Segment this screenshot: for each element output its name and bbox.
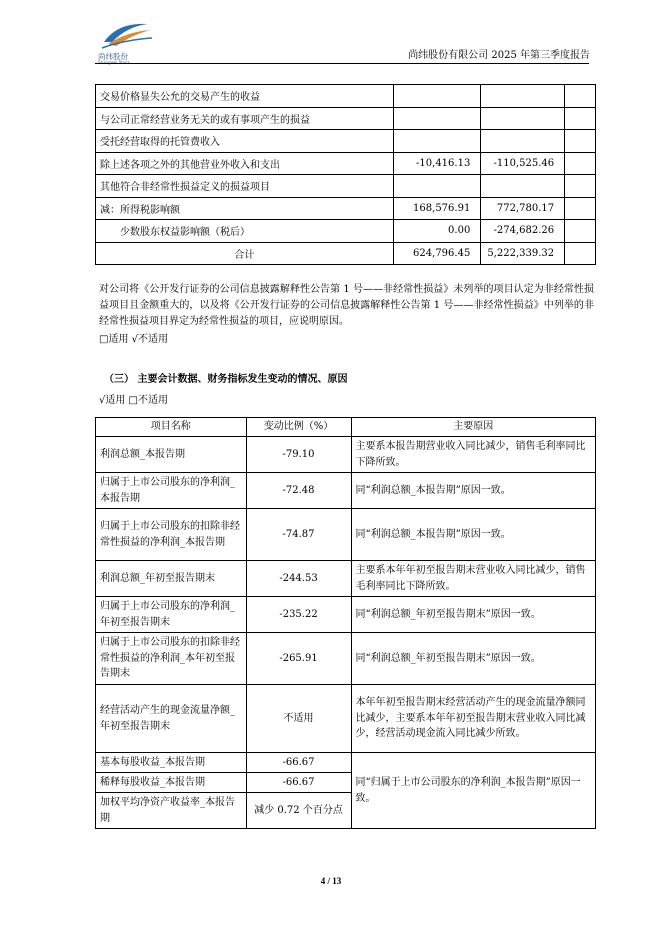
table-row xyxy=(96,561,596,597)
applicability-option-2: √适用 □不适用 xyxy=(99,395,168,406)
table-row xyxy=(96,633,596,685)
current-period-cell xyxy=(393,175,481,198)
item-cell: 受托经营取得的托管费收入 xyxy=(96,130,394,153)
current-period-cell xyxy=(393,85,481,108)
reason-cell: 同“利润总额_本报告期”原因一致。 xyxy=(351,509,595,561)
table-row xyxy=(96,473,596,509)
item-cell: 其他符合非经常性损益定义的损益项目 xyxy=(96,175,394,198)
header-main-reason: 主要原因 xyxy=(351,418,595,437)
table-row xyxy=(96,152,596,175)
item-name-cell: 利润总额_本报告期 xyxy=(96,437,247,473)
current-period-cell: 168,576.91 xyxy=(393,197,481,220)
reason-cell: 同“利润总额_本报告期”原因一致。 xyxy=(351,473,595,509)
table-row xyxy=(96,437,596,473)
ytd-cell: 5,222,339.32 xyxy=(481,242,565,265)
reason-cell: 本年年初至报告期末经营活动产生的现金流量净额同比减少，主要系本年年初至报告期末营业收入同比减少，经营活动现金流入同比减少所致。 xyxy=(351,685,595,753)
header-item-name: 项目名称 xyxy=(96,418,247,437)
current-period-cell: 624,796.45 xyxy=(393,242,481,265)
change-ratio-cell: -265.91 xyxy=(246,633,351,685)
page-number: 4 / 13 xyxy=(320,876,342,886)
note-cell xyxy=(565,152,596,175)
table-row xyxy=(96,85,596,108)
applicability-option-1: □适用 √不适用 xyxy=(99,334,168,345)
table-row xyxy=(96,220,596,243)
table-row xyxy=(96,242,596,265)
note-cell xyxy=(565,175,596,198)
change-ratio-cell: 不适用 xyxy=(246,685,351,753)
change-ratio-cell: -74.87 xyxy=(246,509,351,561)
note-cell xyxy=(565,107,596,130)
header-divider xyxy=(95,63,589,64)
item-name-cell: 加权平均净资产收益率_本报告期 xyxy=(96,793,247,829)
reason-cell: 主要系本报告期营业收入同比减少，销售毛利率同比下降所致。 xyxy=(351,437,595,473)
table-row xyxy=(96,107,596,130)
ytd-cell xyxy=(481,130,565,153)
item-name-cell: 利润总额_年初至报告期末 xyxy=(96,561,247,597)
item-cell: 交易价格显失公允的交易产生的收益 xyxy=(96,85,394,108)
item-name-cell: 稀释每股收益_本报告期 xyxy=(96,773,247,793)
header-change-ratio: 变动比例（%） xyxy=(246,418,351,437)
note-cell xyxy=(565,242,596,265)
current-period-cell: -10,416.13 xyxy=(393,152,481,175)
reason-cell: 同“利润总额_年初至报告期末”原因一致。 xyxy=(351,597,595,633)
current-period-cell xyxy=(393,130,481,153)
item-cell: 除上述各项之外的其他营业外收入和支出 xyxy=(96,152,394,175)
table-row xyxy=(96,130,596,153)
change-ratio-cell: -79.10 xyxy=(246,437,351,473)
company-logo xyxy=(98,18,154,64)
note-cell xyxy=(565,220,596,243)
header-title: 尚纬股份有限公司 2025 年第三季度报告 xyxy=(408,50,590,61)
indicator-change-table xyxy=(95,417,596,829)
change-ratio-cell: -72.48 xyxy=(246,473,351,509)
note-cell xyxy=(565,197,596,220)
item-name-cell: 归属于上市公司股东的净利润_年初至报告期末 xyxy=(96,597,247,633)
current-period-cell xyxy=(393,107,481,130)
ytd-cell: 772,780.17 xyxy=(481,197,565,220)
change-ratio-cell: -66.67 xyxy=(246,753,351,773)
item-cell: 少数股东权益影响额（税后） xyxy=(96,220,394,243)
table-row xyxy=(96,197,596,220)
change-ratio-cell: -66.67 xyxy=(246,773,351,793)
item-name-cell: 归属于上市公司股东的扣除非经常性损益的净利润_本年初至报告期末 xyxy=(96,633,247,685)
note-cell xyxy=(565,85,596,108)
table-row xyxy=(96,753,596,773)
item-name-cell: 归属于上市公司股东的扣除非经常性损益的净利润_本报告期 xyxy=(96,509,247,561)
item-name-cell: 经营活动产生的现金流量净额_年初至报告期末 xyxy=(96,685,247,753)
logo-text: 尚纬股份 xyxy=(98,52,128,61)
nonrecurring-gains-table xyxy=(95,84,596,265)
explanation-paragraph: 对公司将《公开发行证券的公司信息披露解释性公告第 1 号——非经常性损益》未列举的项目认定为非经常性损益项目且金额重大的，以及将《公开发行证券的公司信息披露解释性公告第 1 号——非经常性损益》中列举的非经常性损益项目界定为经常性损益的项目，应说明原因。 xyxy=(99,284,594,327)
table-row xyxy=(96,509,596,561)
ytd-cell xyxy=(481,85,565,108)
change-ratio-cell: -244.53 xyxy=(246,561,351,597)
table-row xyxy=(96,175,596,198)
current-period-cell: 0.00 xyxy=(393,220,481,243)
reason-cell: 主要系本年年初至报告期末营业收入同比减少，销售毛利率同比下降所致。 xyxy=(351,561,595,597)
item-cell: 合计 xyxy=(96,242,394,265)
table-header-row xyxy=(96,418,596,437)
ytd-cell: -274,682.26 xyxy=(481,220,565,243)
table-row xyxy=(96,685,596,753)
change-ratio-cell: 减少 0.72 个百分点 xyxy=(246,793,351,829)
logo-swoosh-icon xyxy=(98,18,154,52)
note-cell xyxy=(565,130,596,153)
item-cell: 减：所得税影响额 xyxy=(96,197,394,220)
section-title: （三） 主要会计数据、财务指标发生变动的情况、原因 xyxy=(104,374,348,385)
ytd-cell xyxy=(481,175,565,198)
item-cell: 与公司正常经营业务无关的或有事项产生的损益 xyxy=(96,107,394,130)
change-ratio-cell: -235.22 xyxy=(246,597,351,633)
item-name-cell: 基本每股收益_本报告期 xyxy=(96,753,247,773)
merged-reason-cell: 同“归属于上市公司股东的净利润_本报告期”原因一致。 xyxy=(351,753,595,829)
table-row xyxy=(96,597,596,633)
item-name-cell: 归属于上市公司股东的净利润_本报告期 xyxy=(96,473,247,509)
reason-cell: 同“利润总额_年初至报告期末”原因一致。 xyxy=(351,633,595,685)
ytd-cell xyxy=(481,107,565,130)
ytd-cell: -110,525.46 xyxy=(481,152,565,175)
